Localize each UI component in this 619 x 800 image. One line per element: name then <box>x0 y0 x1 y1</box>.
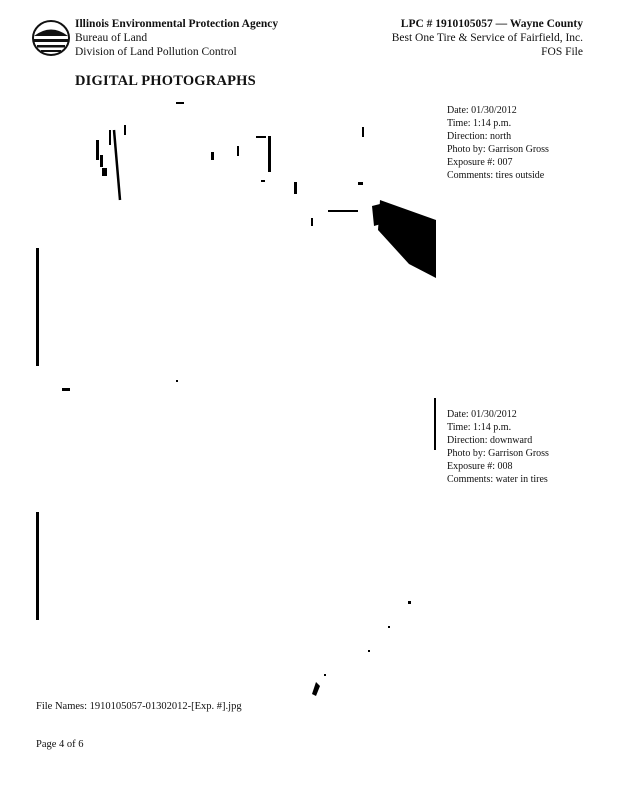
file-type: FOS File <box>541 46 583 58</box>
photo-1-comments: Comments: tires outside <box>447 170 545 181</box>
site-header <box>392 17 583 59</box>
iepa-logo-icon <box>31 19 71 57</box>
division-name: Division of Land Pollution Control <box>75 46 237 58</box>
photo-2-details <box>447 408 549 486</box>
file-names: File Names: 1910105057-01302012-[Exp. #].jpg <box>36 701 242 712</box>
bureau-name: Bureau of Land <box>75 32 148 44</box>
agency-header <box>75 17 278 59</box>
photo-2-direction: Direction: downward <box>447 435 533 446</box>
photo-2-date: Date: 01/30/2012 <box>447 409 517 420</box>
photo-1-photographer: Photo by: Garrison Gross <box>447 144 549 155</box>
photo-2-photographer: Photo by: Garrison Gross <box>447 448 549 459</box>
photo-1-exposure: Exposure #: 007 <box>447 157 513 168</box>
photo-1 <box>36 100 436 396</box>
photo-1-direction: Direction: north <box>447 131 512 142</box>
photo-2-exposure: Exposure #: 008 <box>447 461 513 472</box>
lpc-number: LPC # 1910105057 — Wayne County <box>400 18 583 30</box>
page-title: DIGITAL PHOTOGRAPHS <box>75 73 256 89</box>
agency-name: Illinois Environmental Protection Agency <box>75 18 279 30</box>
photo-2-comments: Comments: water in tires <box>447 474 548 485</box>
page-number: Page 4 of 6 <box>36 739 84 750</box>
photo-1-details <box>447 104 549 182</box>
facility-name: Best One Tire & Service of Fairfield, Inc. <box>391 32 583 44</box>
photo-2-time: Time: 1:14 p.m. <box>447 422 512 433</box>
photo-2 <box>36 398 436 700</box>
photo-1-date: Date: 01/30/2012 <box>447 105 517 116</box>
photo-1-time: Time: 1:14 p.m. <box>447 118 512 129</box>
